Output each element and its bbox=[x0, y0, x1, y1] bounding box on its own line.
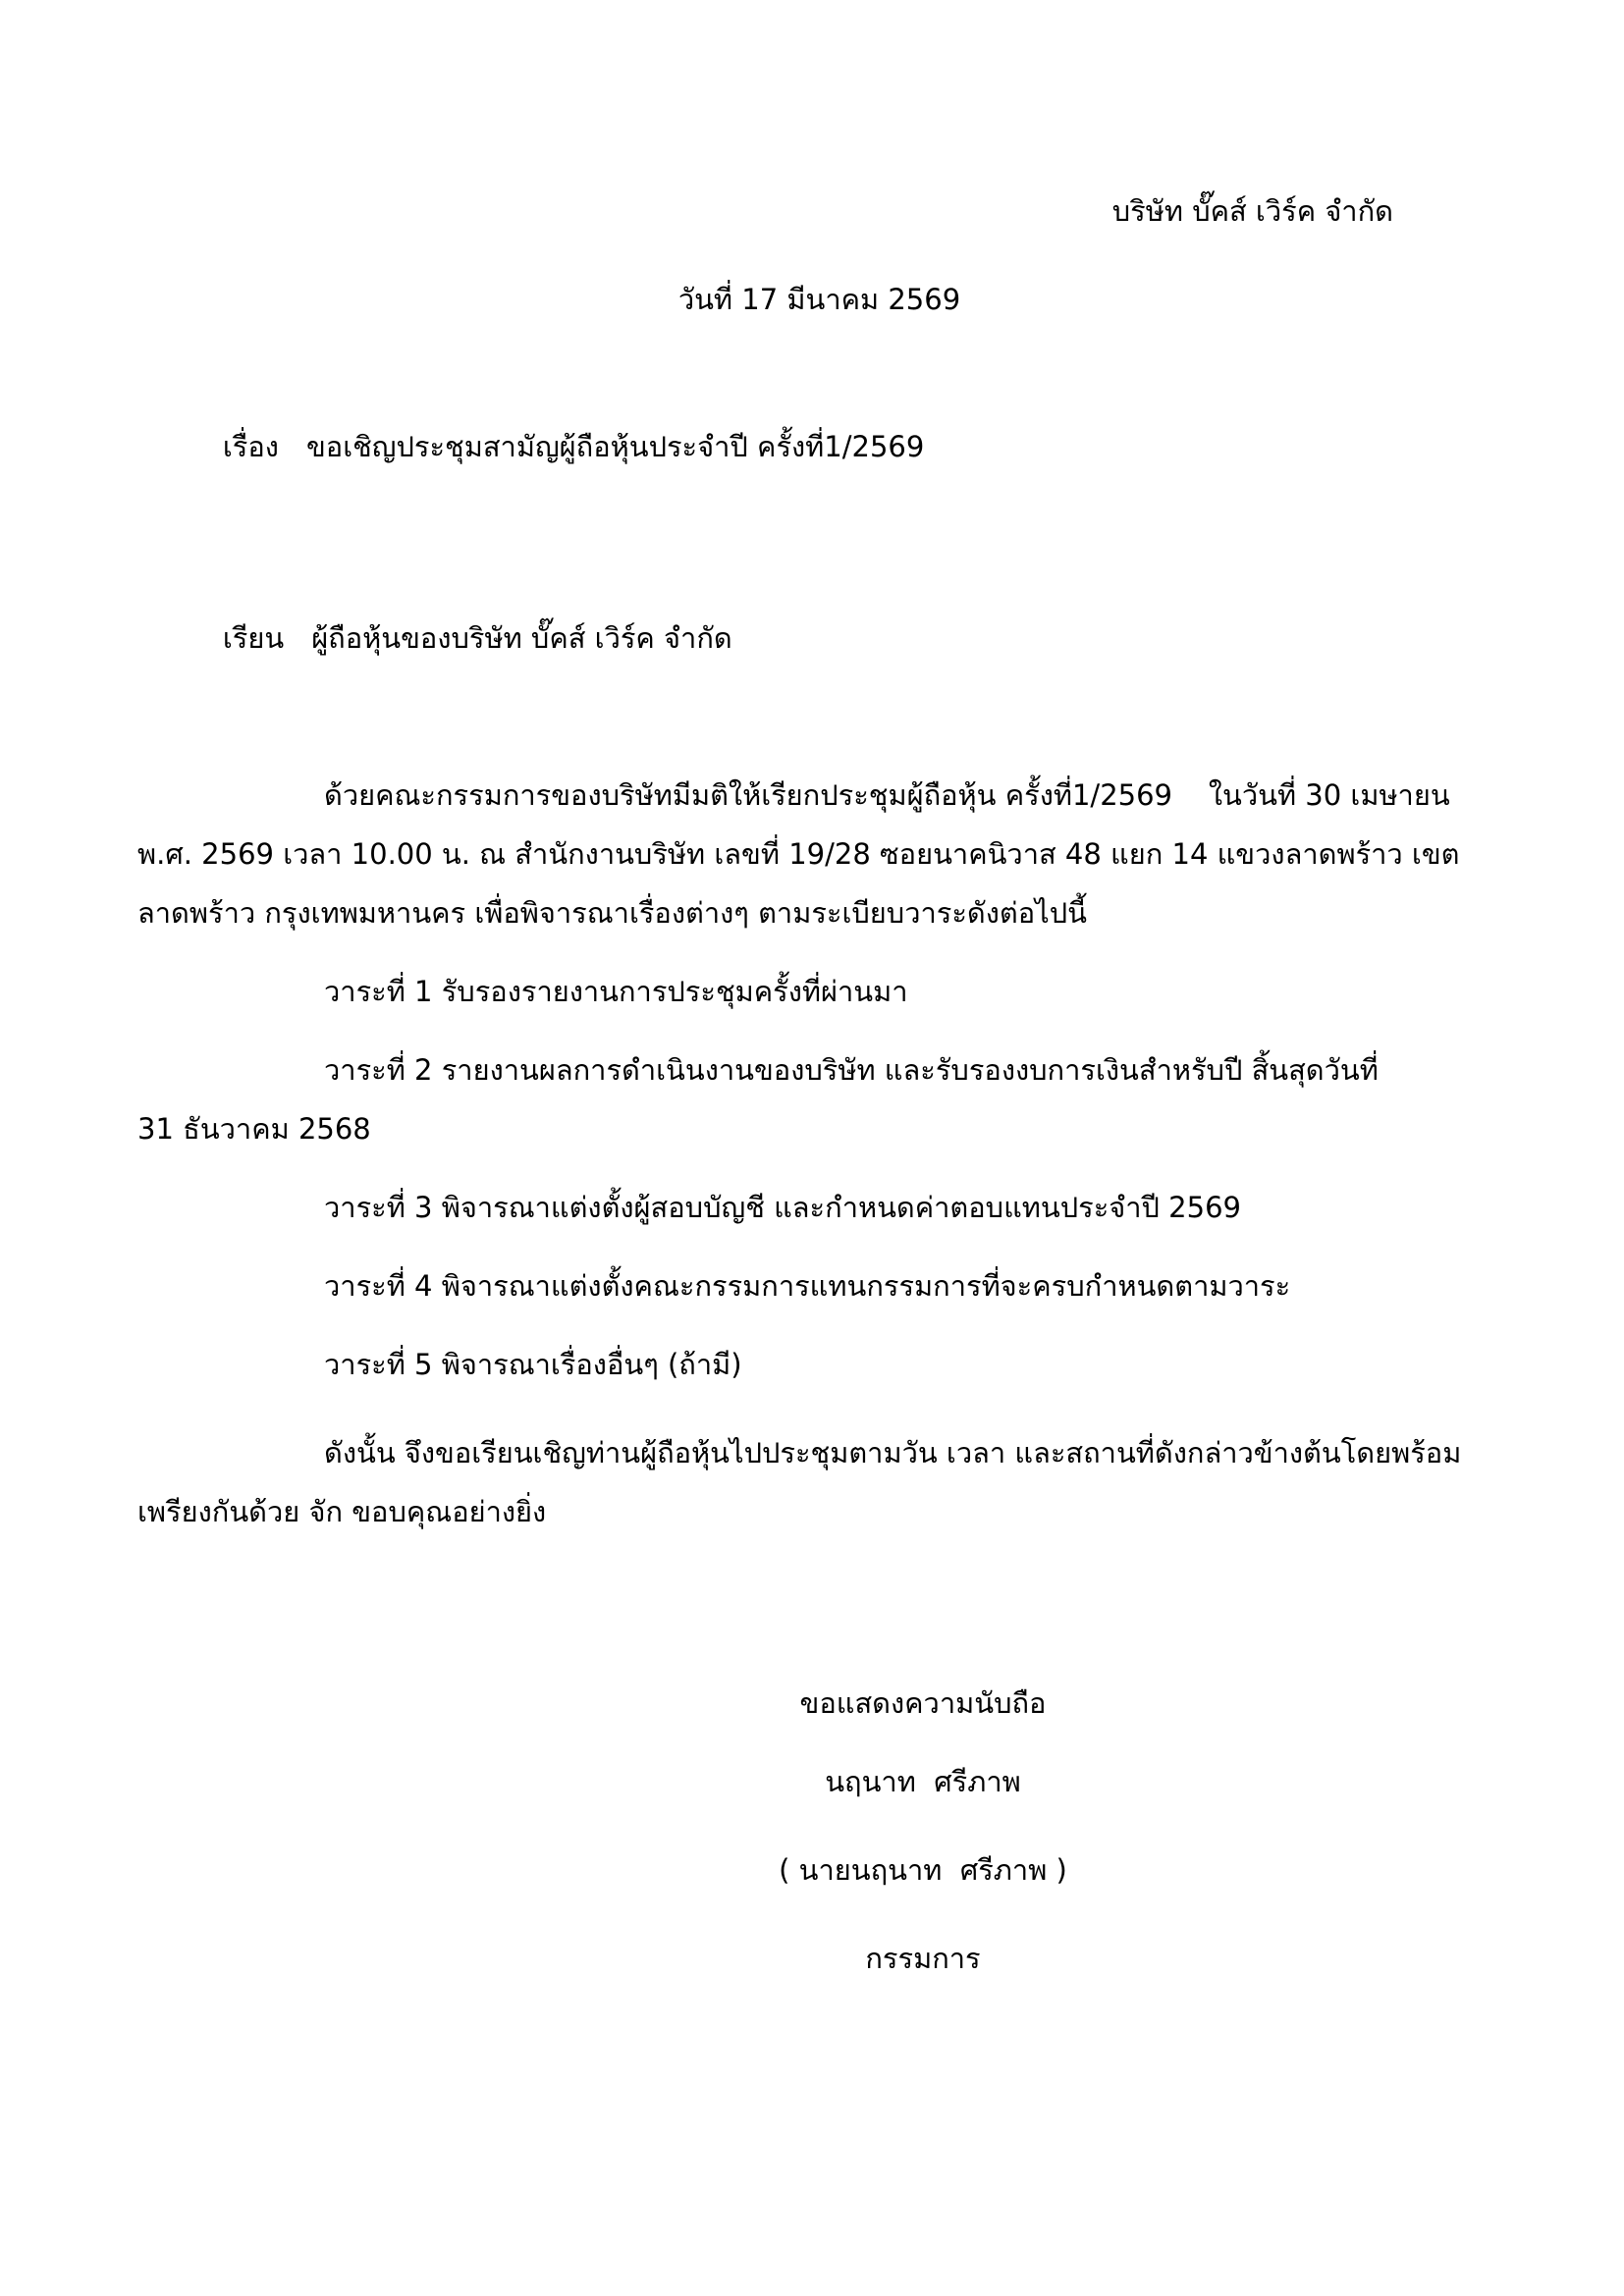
agenda-item-text: วาระที่ 3 พิจารณาแต่งตั้งผู้สอบบัญชี และกำหนดค่าตอบแทนประจำปี 2569 bbox=[324, 1191, 1241, 1224]
attention-line bbox=[137, 550, 1501, 726]
agenda-item-1 bbox=[137, 962, 1501, 1021]
signature-name-parenthesized: ( นายนฤนาท ศรีภาพ ) bbox=[779, 1853, 1067, 1887]
agenda-list bbox=[137, 962, 1501, 1394]
signature-title: กรรมการ bbox=[865, 1942, 981, 1975]
attention-label: เรียน bbox=[222, 621, 285, 655]
signoff-line: ขอแสดงความนับถือ bbox=[799, 1686, 1047, 1720]
closing-paragraph bbox=[137, 1423, 1501, 1541]
opening-paragraph-line: ด้วยคณะกรรมการของบริษัทมีมติให้เรียกประชุมผู้ถือหุ้น ครั้งที่1/2569 ในวันที่ 30 เมษายน bbox=[324, 778, 1450, 812]
agenda-item-text: วาระที่ 5 พิจารณาเรื่องอื่นๆ (ถ้ามี) bbox=[324, 1348, 742, 1381]
opening-paragraph-line: พ.ศ. 2569 เวลา 10.00 น. ณ สำนักงานบริษัท เลขที่ 19/28 ซอยนาคนิวาส 48 แยก 14 แขวงลาดพร้าว เขต bbox=[137, 837, 1460, 871]
letter-date: วันที่ 17 มีนาคม 2569 bbox=[677, 283, 961, 316]
signature-block bbox=[550, 1674, 1296, 1988]
company-name: บริษัท บั๊คส์ เวิร์ค จำกัด bbox=[1111, 194, 1393, 228]
closing-paragraph-line: เพรียงกันด้วย จัก ขอบคุณอย่างยิ่ง bbox=[137, 1495, 547, 1528]
closing-paragraph-line: ดังนั้น จึงขอเรียนเชิญท่านผู้ถือหุ้นไปประชุมตามวัน เวลา และสถานที่ดังกล่าวข้างต้นโดยพร้อม bbox=[324, 1436, 1462, 1469]
subject-line bbox=[137, 358, 1501, 535]
agenda-item-5 bbox=[137, 1335, 1501, 1394]
agenda-item-text: วาระที่ 1 รับรองรายงานการประชุมครั้งที่ผ่านมา bbox=[324, 975, 908, 1008]
agenda-item-4 bbox=[137, 1256, 1501, 1315]
opening-paragraph bbox=[137, 766, 1501, 942]
agenda-item-3 bbox=[137, 1178, 1501, 1237]
subject-text: ขอเชิญประชุมสามัญผู้ถือหุ้นประจำปี ครั้งที่1/2569 bbox=[305, 430, 925, 463]
agenda-item-continuation: 31 ธันวาคม 2568 bbox=[137, 1112, 371, 1146]
agenda-item-2 bbox=[137, 1041, 1501, 1158]
attention-text: ผู้ถือหุ้นของบริษัท บั๊คส์ เวิร์ค จำกัด bbox=[311, 621, 732, 655]
agenda-item-text: วาระที่ 2 รายงานผลการดำเนินงานของบริษัท และรับรองงบการเงินสำหรับปี สิ้นสุดวันที่ bbox=[324, 1053, 1379, 1087]
agenda-item-text: วาระที่ 4 พิจารณาแต่งตั้งคณะกรรมการแทนกรรมการที่จะครบกำหนดตามวาระ bbox=[324, 1269, 1291, 1303]
subject-label: เรื่อง bbox=[222, 430, 279, 463]
signature-name: นฤนาท ศรีภาพ bbox=[825, 1765, 1021, 1798]
opening-paragraph-line: ลาดพร้าว กรุงเทพมหานคร เพื่อพิจารณาเรื่องต่างๆ ตามระเบียบวาระดังต่อไปนี้ bbox=[137, 896, 1087, 930]
